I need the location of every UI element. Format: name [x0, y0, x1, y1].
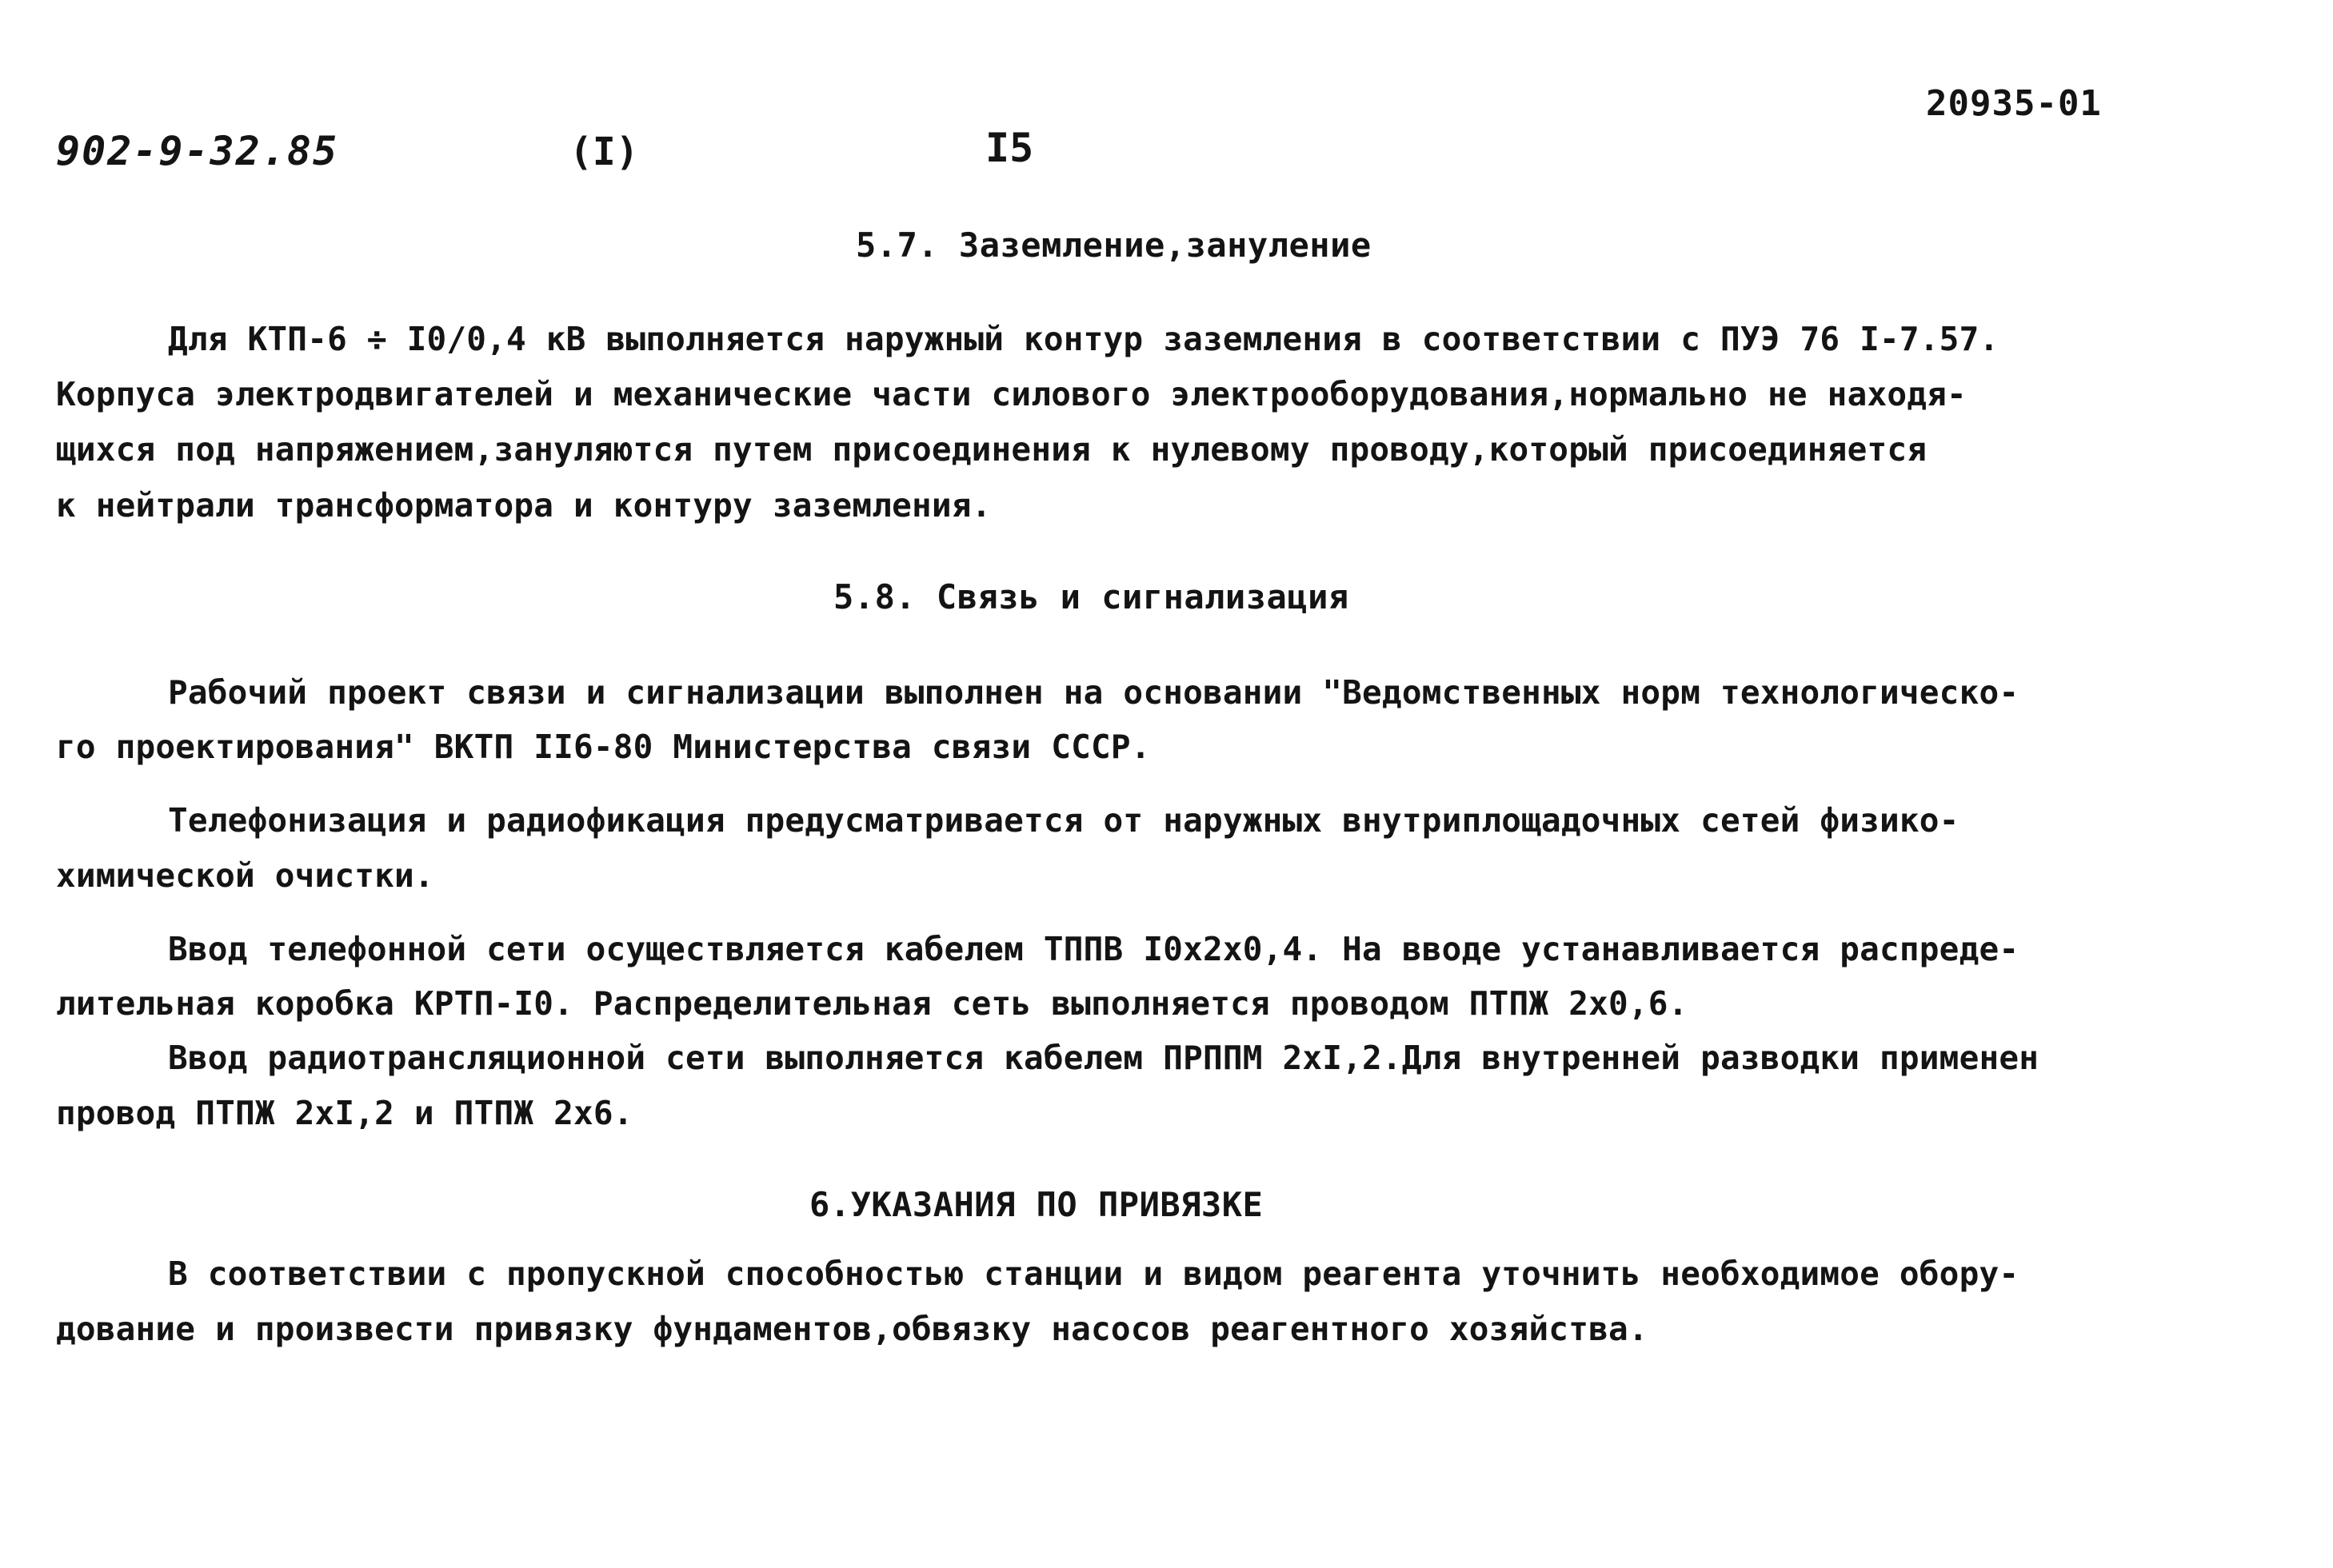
paragraph-line: Ввод телефонной сети осуществляется кабелем ТППВ I0х2х0,4. На вводе устанавливается распреде-	[168, 930, 2019, 968]
paragraph-line: щихся под напряжением,зануляются путем присоединения к нулевому проводу,который присоединяется	[56, 430, 1928, 469]
paragraph-line: Ввод радиотрансляционной сети выполняется кабелем ПРППМ 2хI,2.Для внутренней разводки применен	[168, 1039, 2039, 1077]
paragraph-line: провод ПТПЖ 2хI,2 и ПТПЖ 2х6.	[56, 1094, 633, 1132]
paragraph-line: Телефонизация и радиофикация предусматривается от наружных внутриплощадочных сетей физико-	[168, 801, 1959, 840]
paragraph-line: лительная коробка КРТП-I0. Распределительная сеть выполняется проводом ПТПЖ 2х0,6.	[56, 984, 1688, 1023]
section-title-communication: 5.8. Связь и сигнализация	[833, 577, 1349, 616]
inventory-number: 20935-01	[1926, 83, 2102, 124]
paragraph-line: дование и произвести привязку фундаментов,обвязку насосов реагентного хозяйства.	[56, 1310, 1648, 1348]
page-number: I5	[985, 125, 1034, 171]
paragraph-line: В соответствии с пропускной способностью станции и видом реагента уточнить необходимое обору-	[168, 1255, 2019, 1293]
section-title-grounding: 5.7. Заземление,зануление	[856, 225, 1372, 265]
sheet-part-label: (I)	[569, 130, 639, 174]
paragraph-line: Для КТП-6 ÷ I0/0,4 кВ выполняется наружный контур заземления в соответствии с ПУЭ 76 I-7.57.	[168, 320, 1999, 358]
paragraph-line: к нейтрали трансформатора и контуру заземления.	[56, 486, 992, 525]
document-code: 902-9-32.85	[56, 128, 339, 174]
paragraph-line: Корпуса электродвигателей и механические части силового электрооборудования,нормально не находя-	[56, 375, 1967, 413]
paragraph-line: Рабочий проект связи и сигнализации выполнен на основании "Ведомственных норм технологическо-	[168, 673, 2019, 712]
paragraph-line: го проектирования" ВКТП II6-80 Министерства связи СССР.	[56, 728, 1151, 766]
paragraph-line: химической очистки.	[56, 856, 434, 895]
section-title-binding-instructions: 6.УКАЗАНИЯ ПО ПРИВЯЗКЕ	[809, 1185, 1264, 1224]
